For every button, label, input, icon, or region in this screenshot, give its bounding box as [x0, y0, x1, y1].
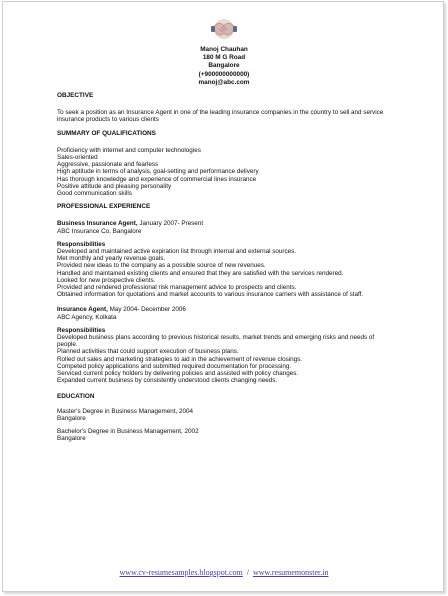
- list-item: Proficiency with internet and computer technologies: [57, 146, 201, 154]
- list-item: Rolled out sales and marketing strategies to aid in the achievement of revenue closings.: [57, 355, 303, 363]
- job-entry: [57, 306, 387, 384]
- list-item: Developed and maintained active expiration list through internal and external sources.: [57, 248, 297, 256]
- list-item: Obtained information for quotations and market accounts to various insurance carriers with assistance of staff.: [57, 291, 364, 299]
- responsibilities-list: [57, 248, 387, 298]
- footer-links: [3, 568, 444, 577]
- list-item: High aptitude in terms of analysis, goal-setting and performance delivery: [57, 168, 259, 176]
- list-item: Handled and maintained existing clients and ensured that they are satisfied with the services rendered.: [57, 269, 344, 277]
- job-company: ABC Insurance Co, Bangalore: [57, 227, 142, 235]
- list-item: Aggressive, passionate and fearless: [57, 161, 159, 169]
- job-dates: May 2004- December 2006: [107, 306, 186, 314]
- phone-number: (+900000000000): [198, 70, 250, 78]
- list-item: Competed policy applications and submitted required documentation for processing.: [57, 362, 292, 370]
- list-item: Provided and rendered professional risk management advice to prospects and clients.: [57, 284, 297, 292]
- job-entry: [57, 220, 387, 298]
- list-item: Planned activities that could support execution of business plans.: [57, 348, 239, 356]
- footer-separator: /: [246, 568, 249, 577]
- responsibilities-list: [57, 334, 387, 384]
- list-item: Good communication skills: [57, 190, 132, 198]
- education-entry: [57, 408, 387, 422]
- responsibilities-heading: Responsibilities: [57, 326, 106, 334]
- city: Bangalore: [208, 62, 240, 70]
- job-dates: January 2007- Present: [137, 220, 204, 228]
- list-item: Sales-oriented: [57, 154, 98, 162]
- footer-link-blogspot[interactable]: www.cv-resumesamples.blogspot.com: [119, 568, 243, 577]
- qualifications-list: [57, 147, 387, 197]
- handshake-icon: [210, 16, 238, 42]
- education-entry: [57, 428, 387, 442]
- list-item: Positive attitude and pleasing personality: [57, 182, 172, 190]
- address-line: 180 M G Road: [202, 54, 246, 62]
- degree: Master's Degree in Business Management, 2004: [57, 407, 193, 415]
- email-address: manoj@abc.com: [198, 78, 250, 86]
- list-item: Provided new ideas to the company as a possible source of new revenues.: [57, 262, 266, 270]
- job-company: ABC Agency, Kolkata: [57, 313, 117, 321]
- job-title-line: [57, 220, 387, 227]
- job-title-line: [57, 306, 387, 313]
- resume-page: [2, 1, 444, 592]
- qualifications-heading: SUMMARY OF QUALIFICATIONS: [57, 129, 156, 137]
- list-item: Met monthly and yearly revenue goals.: [57, 255, 166, 263]
- degree: Bachelor's Degree in Business Management, 2002: [57, 428, 199, 436]
- list-item: Expanded current business by consistently understood clients changing needs.: [57, 377, 278, 385]
- list-item: Developed business plans according to previous historical results, market trends and emerging risks and needs of people.: [57, 334, 375, 349]
- footer-link-resumemonster[interactable]: www.resumemonster.in: [253, 568, 329, 577]
- list-item: Has thorough knowledge and experience of commercial lines insurance: [57, 175, 257, 183]
- contact-header: [3, 46, 444, 87]
- experience-heading: PROFESSIONAL EXPERIENCE: [57, 203, 151, 211]
- resume-body: [57, 92, 387, 443]
- candidate-name: Manoj Chauhan: [200, 46, 248, 53]
- list-item: Looked for new prospective clients.: [57, 276, 156, 284]
- responsibilities-heading: Responsibilities: [57, 240, 106, 248]
- job-title: Business Insurance Agent,: [57, 220, 138, 228]
- education-heading: EDUCATION: [57, 392, 95, 400]
- degree-place: Bangalore: [57, 435, 86, 443]
- list-item: Serviced current policy holders by delivering policies and assisted with policy changes.: [57, 370, 299, 378]
- objective-text: To seek a position as an Insurance Agent in one of the leading insurance companies in the country to sell and service insurance products to various clients: [57, 109, 384, 124]
- degree-place: Bangalore: [57, 414, 86, 422]
- job-title: Insurance Agent,: [57, 306, 108, 314]
- objective-heading: OBJECTIVE: [57, 92, 94, 99]
